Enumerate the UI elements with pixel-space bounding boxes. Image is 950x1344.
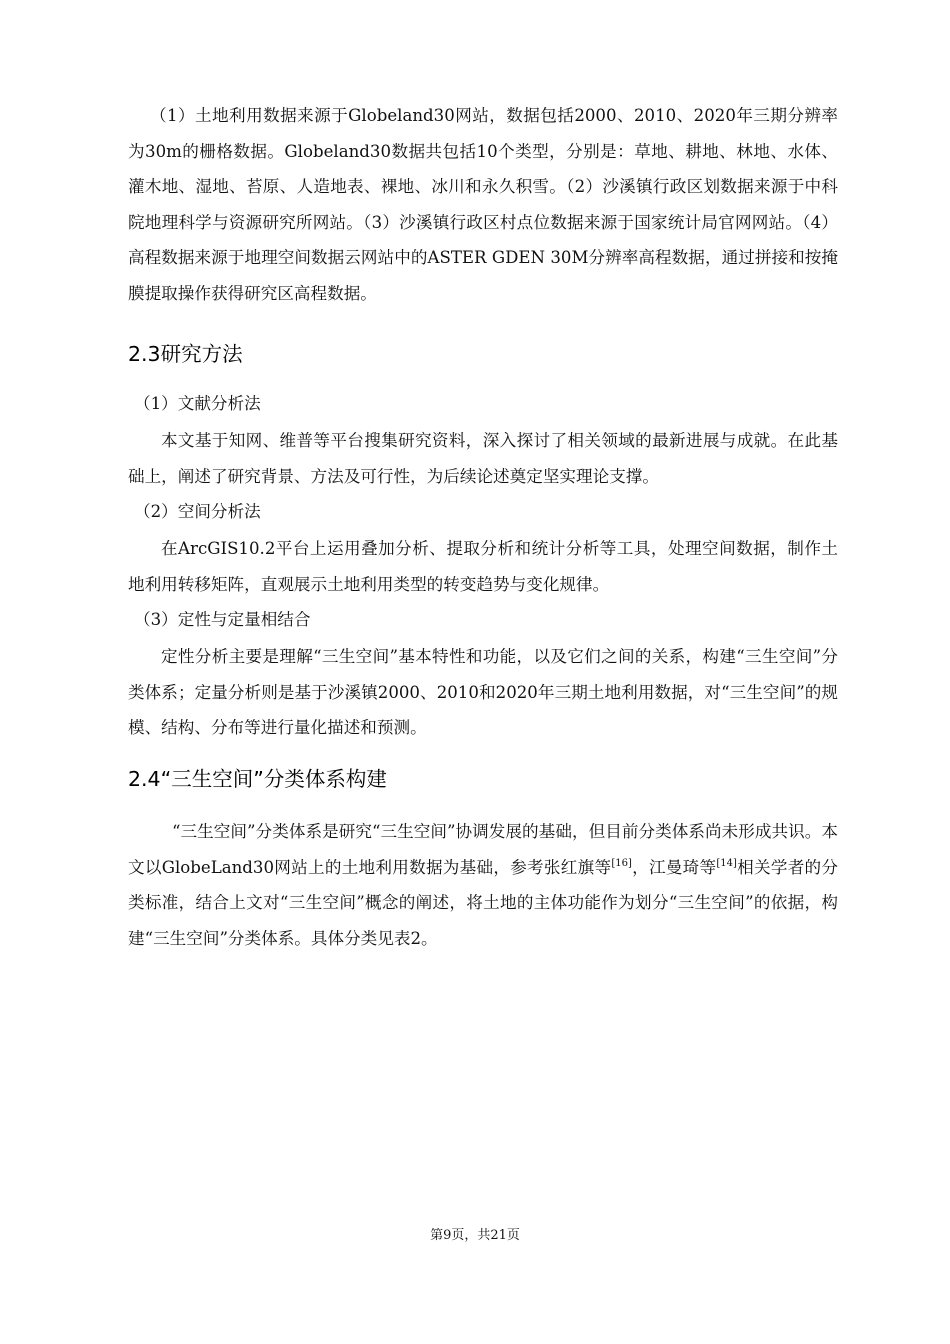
method-text-qualitative-quantitative: 定性分析主要是理解“三生空间”基本特性和功能，以及它们之间的关系，构建“三生空间”分类体系；定量分析则是基于沙溪镇2000、2010和2020年三期土地利用数据，对“三生空间”的规模、结构、分布等进行量化描述和预测。 [128, 647, 838, 738]
classification-text-b: ，江曼琦等 [631, 857, 717, 877]
citation-16: [16] [611, 857, 632, 869]
method-label-spatial: （2）空间分析法 [134, 502, 261, 521]
classification-text-a: “三生空间”分类体系是研究“三生空间”协调发展的基础，但目前分类体系尚未形成共识。本文以GlobeLand30网站上的土地利用数据为基础，参考张红旗等 [128, 822, 838, 877]
method-label-qualitative-quantitative: （3）定性与定量相结合 [134, 610, 311, 629]
method-label-literature: （1）文献分析法 [134, 394, 261, 413]
method-text-literature: 本文基于知网、维普等平台搜集研究资料，深入探讨了相关领域的最新进展与成就。在此基础上，阐述了研究背景、方法及可行性，为后续论述奠定坚实理论支撑。 [128, 431, 838, 486]
citation-14: [14] [716, 857, 737, 869]
method-text-spatial: 在ArcGIS10.2平台上运用叠加分析、提取分析和统计分析等工具，处理空间数据，制作土地利用转移矩阵，直观展示土地利用类型的转变趋势与变化规律。 [128, 539, 838, 594]
page-number-footer: 第9页，共21页 [430, 1228, 520, 1243]
data-source-paragraph: （1）土地利用数据来源于Globeland30网站，数据包括2000、2010、2020年三期分辨率为30m的栅格数据。Globeland30数据共包括10个类型，分别是：草地、耕地、林地、水体、灌木地、湿地、苔原、人造地表、裸地、冰川和永久积雪。（2）沙溪镇行政区划数据来源于中科院地理科学与资源研究所网站。（3）沙溪镇行政区村点位数据来源于国家统计局官网网站。（4）高程数据来源于地理空间数据云网站中的ASTER GDEN 30M分辨率高程数据，通过拼接和按掩膜提取操作获得研究区高程数据。 [128, 106, 838, 303]
classification-text-c: 相关学者的分类标准，结合上文对“三生空间”概念的阐述，将土地的主体功能作为划分“三生空间”的依据，构建“三生空间”分类体系。具体分类见表2。 [128, 857, 838, 948]
section-heading-2-4: 2.4“三生空间”分类体系构建 [128, 767, 387, 791]
classification-paragraph [128, 814, 838, 956]
section-heading-2-3: 2.3研究方法 [128, 342, 243, 366]
